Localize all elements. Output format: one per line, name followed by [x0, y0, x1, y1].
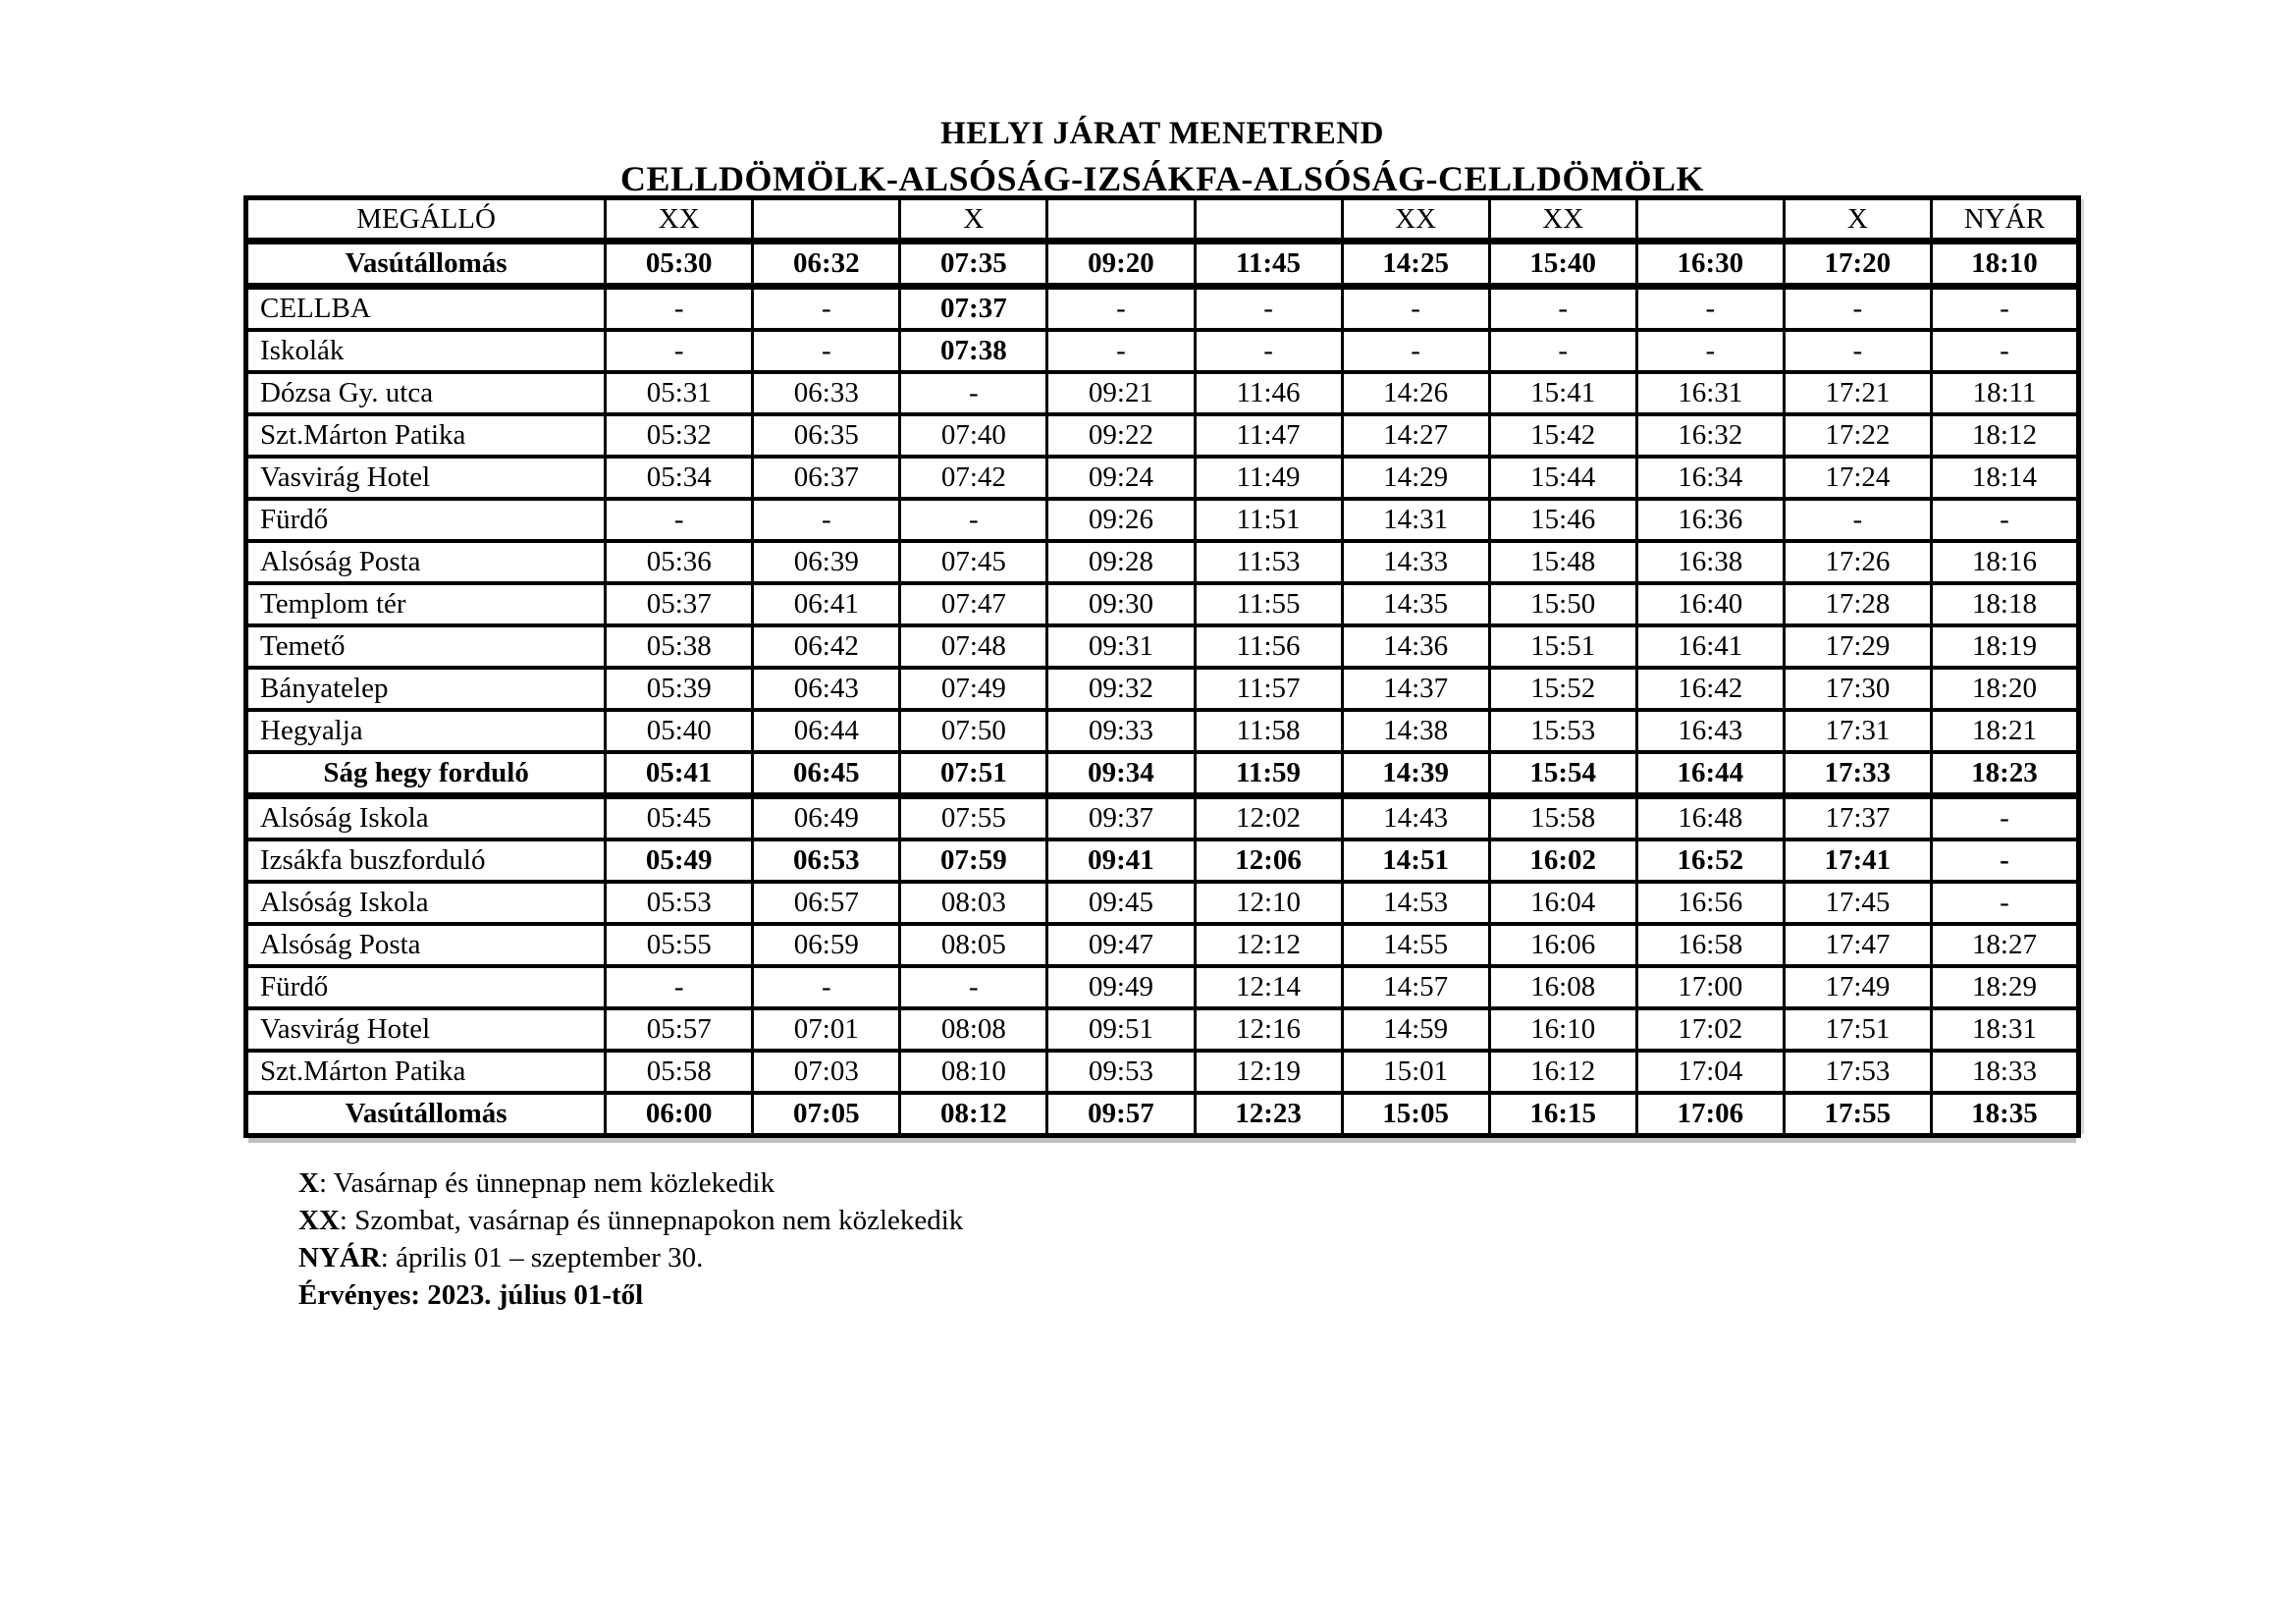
timetable-row [246, 839, 2079, 882]
departure-time-cell: 15:05 [1342, 1093, 1489, 1136]
departure-time-cell: 11:47 [1195, 414, 1342, 457]
departure-time-cell: 06:45 [753, 752, 900, 796]
departure-time-cell: 11:53 [1195, 541, 1342, 583]
departure-time-cell: 07:50 [900, 710, 1047, 752]
no-service-cell: - [1489, 287, 1636, 331]
note-key: X [298, 1167, 319, 1199]
departure-time-cell: 18:11 [1931, 372, 2078, 414]
departure-time-cell: 17:00 [1636, 966, 1784, 1008]
timetable-header [246, 198, 2079, 242]
departure-time-cell: 18:14 [1931, 457, 2078, 499]
departure-time-cell: 08:05 [900, 924, 1047, 966]
timetable-row [246, 796, 2079, 840]
column-header-daymark [1195, 198, 1342, 242]
departure-time-cell: 18:29 [1931, 966, 2078, 1008]
departure-time-cell: 18:19 [1931, 625, 2078, 668]
departure-time-cell: 06:49 [753, 796, 900, 840]
departure-time-cell: 09:28 [1047, 541, 1195, 583]
timetable-body [246, 242, 2079, 1136]
note-xx [298, 1202, 963, 1239]
timetable-row [246, 1008, 2079, 1051]
departure-time-cell: 17:51 [1784, 1008, 1931, 1051]
departure-time-cell: 16:38 [1636, 541, 1784, 583]
timetable-row [246, 330, 2079, 372]
departure-time-cell: 09:33 [1047, 710, 1195, 752]
departure-time-cell: 05:31 [606, 372, 753, 414]
timetable-row [246, 1093, 2079, 1136]
departure-time-cell: 17:49 [1784, 966, 1931, 1008]
departure-time-cell: 06:32 [753, 242, 900, 287]
departure-time-cell: 17:41 [1784, 839, 1931, 882]
stop-name-cell: Temető [246, 625, 606, 668]
departure-time-cell: 09:45 [1047, 882, 1195, 924]
departure-time-cell: 16:48 [1636, 796, 1784, 840]
departure-time-cell: 06:00 [606, 1093, 753, 1136]
timetable-row [246, 882, 2079, 924]
stop-name-cell: Fürdő [246, 499, 606, 541]
departure-time-cell: 17:24 [1784, 457, 1931, 499]
departure-time-cell: 07:38 [900, 330, 1047, 372]
departure-time-cell: 14:57 [1342, 966, 1489, 1008]
departure-time-cell: 12:02 [1195, 796, 1342, 840]
no-service-cell: - [1636, 330, 1784, 372]
departure-time-cell: 14:25 [1342, 242, 1489, 287]
departure-time-cell: 14:31 [1342, 499, 1489, 541]
departure-time-cell: 14:29 [1342, 457, 1489, 499]
document-header [243, 116, 2081, 199]
column-header-daymark: XX [1489, 198, 1636, 242]
departure-time-cell: 09:41 [1047, 839, 1195, 882]
stop-name-cell: Vasvirág Hotel [246, 457, 606, 499]
stop-name-cell: Szt.Márton Patika [246, 414, 606, 457]
note-text: : Vasárnap és ünnepnap nem közlekedik [318, 1167, 775, 1199]
departure-time-cell: 12:14 [1195, 966, 1342, 1008]
departure-time-cell: 08:03 [900, 882, 1047, 924]
departure-time-cell: 17:31 [1784, 710, 1931, 752]
departure-time-cell: 16:08 [1489, 966, 1636, 1008]
stop-name-cell: Bányatelep [246, 668, 606, 710]
departure-time-cell: 09:53 [1047, 1051, 1195, 1093]
note-text: : április 01 – szeptember 30. [380, 1242, 704, 1273]
no-service-cell: - [753, 287, 900, 331]
departure-time-cell: 07:37 [900, 287, 1047, 331]
departure-time-cell: 08:10 [900, 1051, 1047, 1093]
departure-time-cell: 16:43 [1636, 710, 1784, 752]
departure-time-cell: 06:39 [753, 541, 900, 583]
departure-time-cell: 15:48 [1489, 541, 1636, 583]
departure-time-cell: 11:51 [1195, 499, 1342, 541]
departure-time-cell: 16:30 [1636, 242, 1784, 287]
departure-time-cell: 16:10 [1489, 1008, 1636, 1051]
departure-time-cell: 09:26 [1047, 499, 1195, 541]
stop-name-cell: Vasvirág Hotel [246, 1008, 606, 1051]
no-service-cell: - [1931, 882, 2078, 924]
departure-time-cell: 14:55 [1342, 924, 1489, 966]
departure-time-cell: 07:51 [900, 752, 1047, 796]
departure-time-cell: 05:38 [606, 625, 753, 668]
departure-time-cell: 05:34 [606, 457, 753, 499]
departure-time-cell: 14:36 [1342, 625, 1489, 668]
no-service-cell: - [1195, 330, 1342, 372]
timetable-row [246, 625, 2079, 668]
departure-time-cell: 18:16 [1931, 541, 2078, 583]
stop-name-cell: Dózsa Gy. utca [246, 372, 606, 414]
departure-time-cell: 11:59 [1195, 752, 1342, 796]
no-service-cell: - [1931, 330, 2078, 372]
departure-time-cell: 05:57 [606, 1008, 753, 1051]
departure-time-cell: 12:19 [1195, 1051, 1342, 1093]
departure-time-cell: 05:36 [606, 541, 753, 583]
column-header-daymark: X [900, 198, 1047, 242]
departure-time-cell: 11:57 [1195, 668, 1342, 710]
departure-time-cell: 11:55 [1195, 583, 1342, 625]
departure-time-cell: 06:59 [753, 924, 900, 966]
departure-time-cell: 17:55 [1784, 1093, 1931, 1136]
timetable-row [246, 668, 2079, 710]
departure-time-cell: 14:59 [1342, 1008, 1489, 1051]
departure-time-cell: 07:48 [900, 625, 1047, 668]
no-service-cell: - [900, 372, 1047, 414]
departure-time-cell: 09:32 [1047, 668, 1195, 710]
departure-time-cell: 09:37 [1047, 796, 1195, 840]
column-header-daymark: NYÁR [1931, 198, 2078, 242]
timetable-row [246, 1051, 2079, 1093]
departure-time-cell: 16:44 [1636, 752, 1784, 796]
departure-time-cell: 18:31 [1931, 1008, 2078, 1051]
departure-time-cell: 16:04 [1489, 882, 1636, 924]
bus-timetable [243, 195, 2081, 1138]
departure-time-cell: 17:45 [1784, 882, 1931, 924]
no-service-cell: - [1636, 287, 1784, 331]
departure-time-cell: 06:35 [753, 414, 900, 457]
departure-time-cell: 14:53 [1342, 882, 1489, 924]
stop-name-cell: Templom tér [246, 583, 606, 625]
timetable-row [246, 457, 2079, 499]
timetable-row [246, 287, 2079, 331]
departure-time-cell: 15:58 [1489, 796, 1636, 840]
stop-name-cell: Ság hegy forduló [246, 752, 606, 796]
departure-time-cell: 17:53 [1784, 1051, 1931, 1093]
departure-time-cell: 17:28 [1784, 583, 1931, 625]
departure-time-cell: 07:45 [900, 541, 1047, 583]
departure-time-cell: 05:41 [606, 752, 753, 796]
departure-time-cell: 14:37 [1342, 668, 1489, 710]
departure-time-cell: 16:31 [1636, 372, 1784, 414]
departure-time-cell: 09:57 [1047, 1093, 1195, 1136]
departure-time-cell: 14:26 [1342, 372, 1489, 414]
departure-time-cell: 07:01 [753, 1008, 900, 1051]
departure-time-cell: 08:12 [900, 1093, 1047, 1136]
no-service-cell: - [1931, 287, 2078, 331]
stop-name-cell: Vasútállomás [246, 242, 606, 287]
departure-time-cell: 17:30 [1784, 668, 1931, 710]
departure-time-cell: 17:20 [1784, 242, 1931, 287]
departure-time-cell: 08:08 [900, 1008, 1047, 1051]
departure-time-cell: 16:56 [1636, 882, 1784, 924]
timetable-row [246, 372, 2079, 414]
no-service-cell: - [753, 330, 900, 372]
stop-name-cell: Iskolák [246, 330, 606, 372]
departure-time-cell: 18:33 [1931, 1051, 2078, 1093]
note-text: : Szombat, vasárnap és ünnepnapokon nem közlekedik [339, 1205, 964, 1236]
departure-time-cell: 16:58 [1636, 924, 1784, 966]
column-header-daymark: X [1784, 198, 1931, 242]
no-service-cell: - [1931, 796, 2078, 840]
departure-time-cell: 15:51 [1489, 625, 1636, 668]
departure-time-cell: 06:43 [753, 668, 900, 710]
departure-time-cell: 09:34 [1047, 752, 1195, 796]
no-service-cell: - [1489, 330, 1636, 372]
no-service-cell: - [1931, 499, 2078, 541]
departure-time-cell: 07:47 [900, 583, 1047, 625]
no-service-cell: - [1195, 287, 1342, 331]
departure-time-cell: 05:45 [606, 796, 753, 840]
departure-time-cell: 16:41 [1636, 625, 1784, 668]
no-service-cell: - [1047, 330, 1195, 372]
departure-time-cell: 11:56 [1195, 625, 1342, 668]
departure-time-cell: 17:33 [1784, 752, 1931, 796]
departure-time-cell: 14:35 [1342, 583, 1489, 625]
column-header-daymark: XX [1342, 198, 1489, 242]
stop-name-cell: Izsákfa buszforduló [246, 839, 606, 882]
timetable-row [246, 924, 2079, 966]
column-header-daymark [1636, 198, 1784, 242]
departure-time-cell: 14:51 [1342, 839, 1489, 882]
stop-name-cell: CELLBA [246, 287, 606, 331]
departure-time-cell: 17:47 [1784, 924, 1931, 966]
no-service-cell: - [606, 287, 753, 331]
no-service-cell: - [753, 499, 900, 541]
stop-name-cell: Alsóság Posta [246, 924, 606, 966]
departure-time-cell: 05:40 [606, 710, 753, 752]
departure-time-cell: 05:53 [606, 882, 753, 924]
departure-time-cell: 17:37 [1784, 796, 1931, 840]
departure-time-cell: 05:49 [606, 839, 753, 882]
departure-time-cell: 17:04 [1636, 1051, 1784, 1093]
stop-name-cell: Alsóság Posta [246, 541, 606, 583]
departure-time-cell: 17:29 [1784, 625, 1931, 668]
departure-time-cell: 06:33 [753, 372, 900, 414]
departure-time-cell: 12:23 [1195, 1093, 1342, 1136]
departure-time-cell: 18:27 [1931, 924, 2078, 966]
departure-time-cell: 09:24 [1047, 457, 1195, 499]
departure-time-cell: 16:02 [1489, 839, 1636, 882]
departure-time-cell: 09:20 [1047, 242, 1195, 287]
departure-time-cell: 16:32 [1636, 414, 1784, 457]
departure-time-cell: 06:42 [753, 625, 900, 668]
no-service-cell: - [753, 966, 900, 1008]
page-title: HELYI JÁRAT MENETREND [940, 116, 1384, 151]
departure-time-cell: 17:02 [1636, 1008, 1784, 1051]
column-header-daymark [1047, 198, 1195, 242]
departure-time-cell: 11:46 [1195, 372, 1342, 414]
departure-time-cell: 16:52 [1636, 839, 1784, 882]
departure-time-cell: 07:49 [900, 668, 1047, 710]
timetable-row [246, 541, 2079, 583]
stop-name-cell: Vasútállomás [246, 1093, 606, 1136]
departure-time-cell: 18:35 [1931, 1093, 2078, 1136]
departure-time-cell: 18:20 [1931, 668, 2078, 710]
departure-time-cell: 14:43 [1342, 796, 1489, 840]
departure-time-cell: 15:40 [1489, 242, 1636, 287]
departure-time-cell: 17:26 [1784, 541, 1931, 583]
departure-time-cell: 11:49 [1195, 457, 1342, 499]
note-nyar [298, 1239, 963, 1276]
departure-time-cell: 17:21 [1784, 372, 1931, 414]
departure-time-cell: 15:46 [1489, 499, 1636, 541]
departure-time-cell: 16:12 [1489, 1051, 1636, 1093]
departure-time-cell: 07:35 [900, 242, 1047, 287]
departure-time-cell: 16:34 [1636, 457, 1784, 499]
departure-time-cell: 07:55 [900, 796, 1047, 840]
column-header-daymark [753, 198, 900, 242]
stop-name-cell: Fürdő [246, 966, 606, 1008]
departure-time-cell: 05:37 [606, 583, 753, 625]
departure-time-cell: 07:03 [753, 1051, 900, 1093]
departure-time-cell: 05:39 [606, 668, 753, 710]
departure-time-cell: 09:49 [1047, 966, 1195, 1008]
timetable-row [246, 414, 2079, 457]
departure-time-cell: 16:40 [1636, 583, 1784, 625]
departure-time-cell: 12:16 [1195, 1008, 1342, 1051]
departure-time-cell: 14:27 [1342, 414, 1489, 457]
no-service-cell: - [606, 966, 753, 1008]
departure-time-cell: 18:21 [1931, 710, 2078, 752]
departure-time-cell: 12:10 [1195, 882, 1342, 924]
departure-time-cell: 15:01 [1342, 1051, 1489, 1093]
departure-time-cell: 16:06 [1489, 924, 1636, 966]
departure-time-cell: 18:23 [1931, 752, 2078, 796]
stop-name-cell: Alsóság Iskola [246, 882, 606, 924]
departure-time-cell: 15:44 [1489, 457, 1636, 499]
column-header-daymark: XX [606, 198, 753, 242]
timetable-row [246, 752, 2079, 796]
no-service-cell: - [1784, 287, 1931, 331]
departure-time-cell: 06:37 [753, 457, 900, 499]
no-service-cell: - [900, 499, 1047, 541]
no-service-cell: - [606, 499, 753, 541]
departure-time-cell: 15:52 [1489, 668, 1636, 710]
timetable-row [246, 583, 2079, 625]
departure-time-cell: 07:42 [900, 457, 1047, 499]
legend-notes [298, 1164, 963, 1314]
departure-time-cell: 11:58 [1195, 710, 1342, 752]
departure-time-cell: 09:22 [1047, 414, 1195, 457]
page-subtitle: CELLDÖMÖLK-ALSÓSÁG-IZSÁKFA-ALSÓSÁG-CELLDÖMÖLK [620, 159, 1704, 199]
departure-time-cell: 14:33 [1342, 541, 1489, 583]
departure-time-cell: 06:44 [753, 710, 900, 752]
departure-time-cell: 16:15 [1489, 1093, 1636, 1136]
no-service-cell: - [900, 966, 1047, 1008]
departure-time-cell: 18:12 [1931, 414, 2078, 457]
note-key: XX [298, 1205, 340, 1236]
departure-time-cell: 05:55 [606, 924, 753, 966]
stop-name-cell: Alsóság Iskola [246, 796, 606, 840]
departure-time-cell: 18:18 [1931, 583, 2078, 625]
no-service-cell: - [1342, 287, 1489, 331]
stop-name-cell: Szt.Márton Patika [246, 1051, 606, 1093]
no-service-cell: - [1342, 330, 1489, 372]
departure-time-cell: 09:31 [1047, 625, 1195, 668]
stop-name-cell: Hegyalja [246, 710, 606, 752]
departure-time-cell: 09:51 [1047, 1008, 1195, 1051]
departure-time-cell: 15:53 [1489, 710, 1636, 752]
departure-time-cell: 12:12 [1195, 924, 1342, 966]
departure-time-cell: 09:47 [1047, 924, 1195, 966]
no-service-cell: - [1784, 499, 1931, 541]
departure-time-cell: 05:58 [606, 1051, 753, 1093]
departure-time-cell: 14:39 [1342, 752, 1489, 796]
timetable-row [246, 242, 2079, 287]
departure-time-cell: 06:41 [753, 583, 900, 625]
column-header-stop: MEGÁLLÓ [246, 198, 606, 242]
departure-time-cell: 16:36 [1636, 499, 1784, 541]
departure-time-cell: 07:59 [900, 839, 1047, 882]
no-service-cell: - [1047, 287, 1195, 331]
no-service-cell: - [1784, 330, 1931, 372]
departure-time-cell: 05:30 [606, 242, 753, 287]
timetable-row [246, 966, 2079, 1008]
departure-time-cell: 12:06 [1195, 839, 1342, 882]
departure-time-cell: 07:40 [900, 414, 1047, 457]
departure-time-cell: 17:06 [1636, 1093, 1784, 1136]
departure-time-cell: 06:53 [753, 839, 900, 882]
timetable-row [246, 499, 2079, 541]
departure-time-cell: 15:41 [1489, 372, 1636, 414]
departure-time-cell: 05:32 [606, 414, 753, 457]
note-valid-from [298, 1276, 963, 1314]
departure-time-cell: 09:30 [1047, 583, 1195, 625]
departure-time-cell: 06:57 [753, 882, 900, 924]
note-key: Érvényes: 2023. július 01-től [298, 1279, 644, 1311]
no-service-cell: - [1931, 839, 2078, 882]
departure-time-cell: 14:38 [1342, 710, 1489, 752]
departure-time-cell: 11:45 [1195, 242, 1342, 287]
departure-time-cell: 15:50 [1489, 583, 1636, 625]
departure-time-cell: 17:22 [1784, 414, 1931, 457]
departure-time-cell: 09:21 [1047, 372, 1195, 414]
departure-time-cell: 18:10 [1931, 242, 2078, 287]
note-x [298, 1164, 963, 1202]
departure-time-cell: 15:42 [1489, 414, 1636, 457]
note-key: NYÁR [298, 1242, 381, 1273]
departure-time-cell: 15:54 [1489, 752, 1636, 796]
departure-time-cell: 07:05 [753, 1093, 900, 1136]
departure-time-cell: 16:42 [1636, 668, 1784, 710]
timetable-row [246, 710, 2079, 752]
no-service-cell: - [606, 330, 753, 372]
